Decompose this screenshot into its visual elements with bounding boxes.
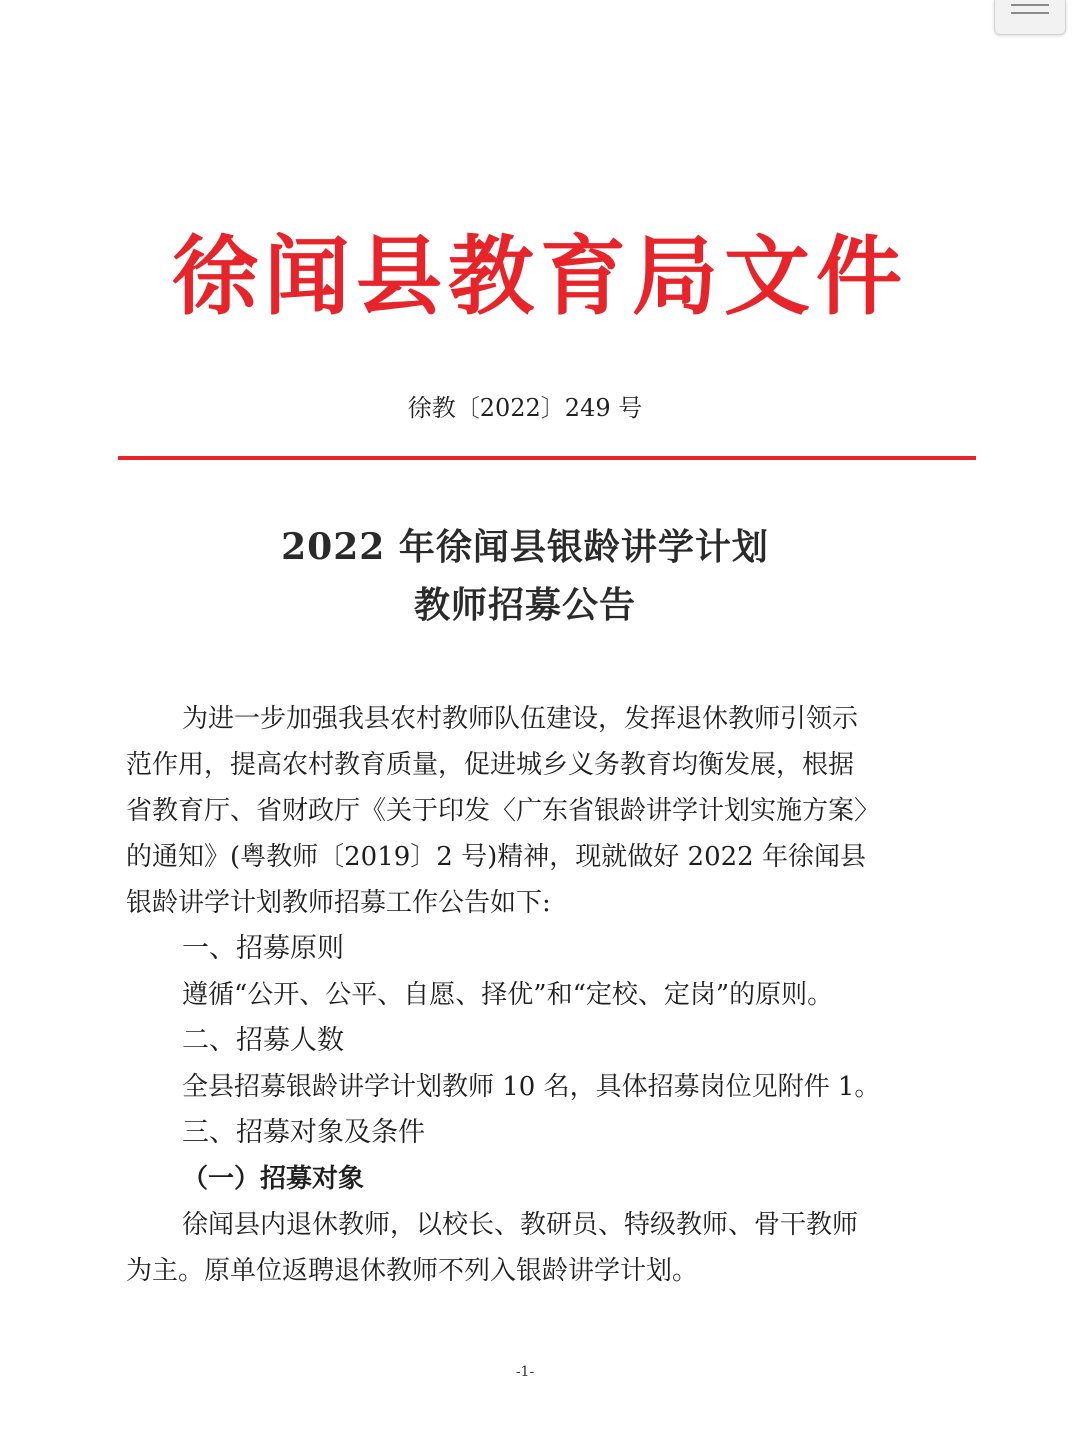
announcement-title-line1: 2022 年徐闻县银龄讲学计划 (281, 526, 769, 568)
page-number: -1- (515, 1364, 535, 1380)
intro-line-3: 省教育厅、省财政厅《关于印发〈广东省银龄讲学计划实施方案〉 (126, 796, 881, 826)
document-body (126, 696, 926, 1294)
menu-icon[interactable] (994, 0, 1066, 35)
org-title: 徐闻县教育局文件 (172, 227, 908, 327)
intro-line-1: 为进一步加强我县农村教师队伍建设，发挥退休教师引领示 (182, 704, 859, 734)
menu-bar-top (1011, 4, 1049, 6)
section3-sub1-line-1: 徐闻县内退休教师，以校长、教研员、特级教师、骨干教师 (182, 1210, 859, 1240)
announcement-title-line2: 教师招募公告 (413, 584, 636, 626)
section2-text: 全县招募银龄讲学计划教师 10 名，具体招募岗位见附件 1。 (182, 1072, 881, 1102)
section3-sub1-line-2: 为主。原单位返聘退休教师不列入银龄讲学计划。 (126, 1256, 699, 1286)
intro-line-2: 范作用，提高农村教育质量，促进城乡义务教育均衡发展，根据 (126, 750, 855, 780)
intro-line-5: 银龄讲学计划教师招募工作公告如下: (126, 888, 551, 918)
section1-heading: 一、招募原则 (182, 933, 344, 964)
red-divider (118, 456, 976, 460)
section2-heading: 二、招募人数 (182, 1025, 344, 1056)
intro-line-4: 的通知》(粤教师〔2019〕2 号)精神，现就做好 2022 年徐闻县 (126, 842, 866, 872)
doc-number: 徐教〔2022〕249 号 (407, 394, 643, 422)
section3-heading: 三、招募对象及条件 (182, 1117, 425, 1148)
menu-bar-bottom (1011, 12, 1049, 14)
section1-text: 遵循“公开、公平、自愿、择优”和“定校、定岗”的原则。 (182, 980, 834, 1010)
section3-subheading-1: （一）招募对象 (182, 1164, 365, 1194)
